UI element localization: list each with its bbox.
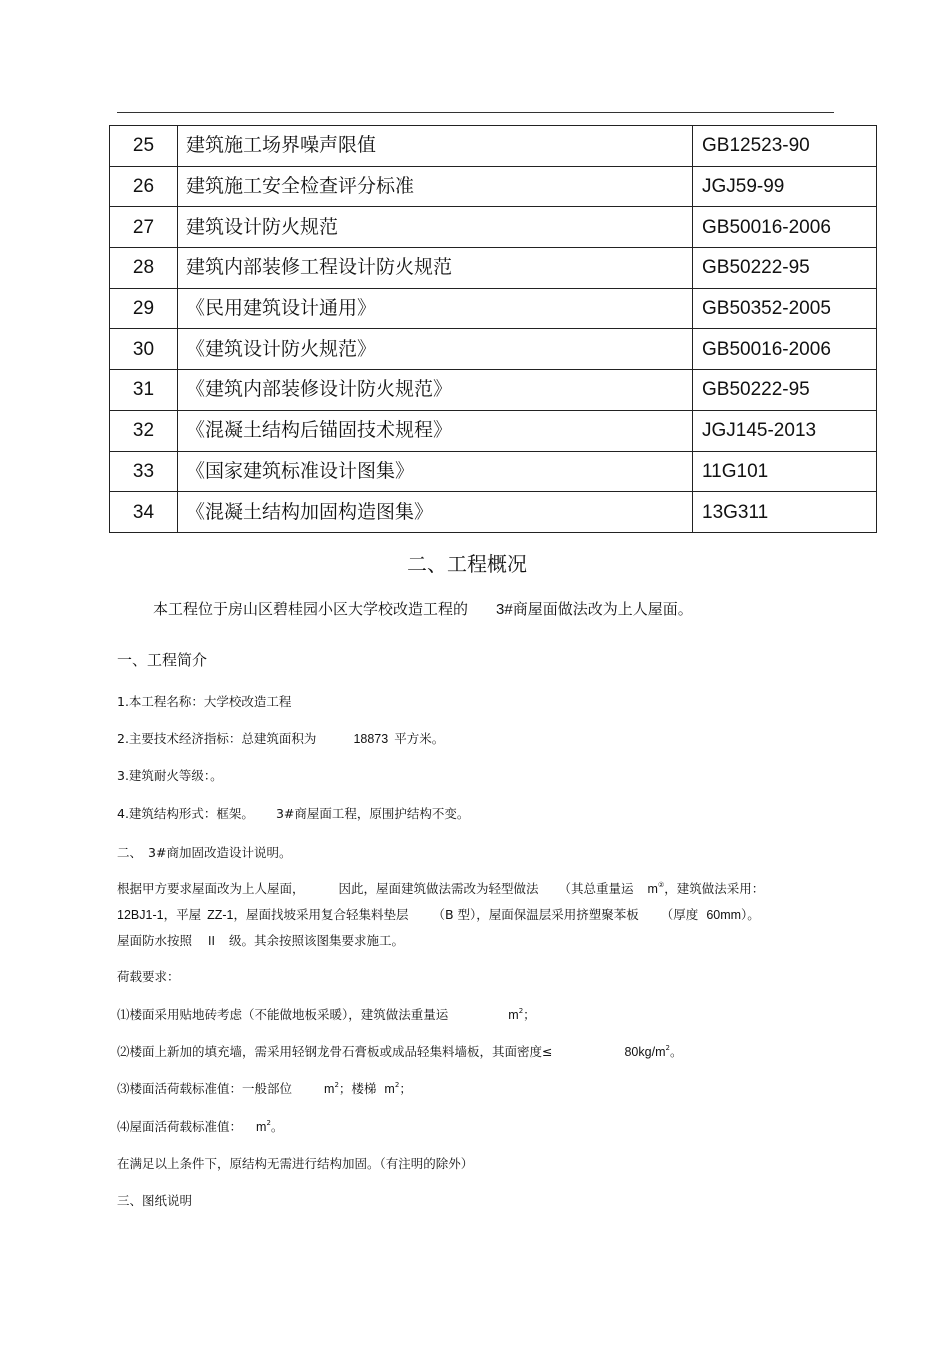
standard-code: 11G101 (693, 451, 877, 492)
standard-code: GB50222-95 (693, 370, 877, 411)
row-number: 32 (110, 410, 178, 451)
design-text-3a: 屋面防水按照 (117, 933, 193, 948)
profile-item-4-a: 4.建筑结构形式：框架。 (117, 806, 254, 821)
section-heading-drawings: 三、图纸说明 (117, 1193, 193, 1208)
overview-paragraph (153, 598, 693, 619)
profile-item-2-label: 2.主要技术经济指标：总建筑面积为 (117, 731, 317, 746)
load-item-2 (117, 1042, 682, 1060)
load-heading: 荷载要求： (117, 969, 180, 984)
standard-name: 《混凝土结构加固构造图集》 (178, 492, 693, 533)
standard-code: GB50016-2006 (693, 207, 877, 248)
unit-m: m (647, 882, 658, 896)
load-1-text: ⑴楼面采用贴地砖考虑（不能做地板采暖），建筑做法重量运 (117, 1007, 449, 1022)
standard-code: GB12523-90 (693, 126, 877, 167)
profile-item-1: 1.本工程名称：大学校改造工程 (117, 694, 292, 709)
standard-code: GB50352-2005 (693, 288, 877, 329)
standard-name: 建筑内部装修工程设计防火规范 (178, 248, 693, 289)
standard-code: JGJ145-2013 (693, 410, 877, 451)
table-row (110, 126, 877, 167)
table-row (110, 207, 877, 248)
unit-sup: ② (657, 881, 665, 889)
standard-name: 建筑施工场界噪声限值 (178, 126, 693, 167)
area-unit: 平方米。 (394, 731, 445, 746)
load-1-unit: m (508, 1008, 519, 1022)
design-text-1b: 因此，屋面建筑做法需改为轻型做法 (338, 881, 539, 896)
header-rule (117, 112, 834, 113)
design-paragraph-line-2 (117, 905, 760, 923)
design-text-2d: ，屋面找坡采用复合轻集料垫层 (233, 907, 409, 922)
standard-code: JGJ59-99 (693, 166, 877, 207)
load-4-sup: 2 (266, 1119, 271, 1127)
thickness-value: 60mm）。 (706, 908, 760, 922)
design-text-1c: （其总重量运 (558, 881, 634, 896)
total-area-value: 18873 (353, 732, 389, 746)
load-2-end: 。 (669, 1044, 683, 1059)
density-value: 80kg/m (624, 1045, 666, 1059)
atlas-code: 12BJ1-1 (117, 908, 164, 922)
roof-code: ZZ-1 (207, 908, 234, 922)
load-3-text: ⑶楼面活荷载标准值：一般部位 (117, 1081, 293, 1096)
row-number: 28 (110, 248, 178, 289)
standard-name: 建筑设计防火规范 (178, 207, 693, 248)
overview-text-b: 3#商屋面做法改为上人屋面。 (496, 601, 693, 618)
row-number: 34 (110, 492, 178, 533)
design-text-2f: （厚度 (660, 907, 699, 922)
section-heading-profile: 一、工程简介 (117, 651, 208, 669)
row-number: 27 (110, 207, 178, 248)
design-heading-a: 二、 (117, 845, 143, 860)
load-item-3 (117, 1079, 412, 1097)
load-item-1 (117, 1005, 536, 1023)
table-row (110, 288, 877, 329)
load-3-sup-1: 2 (334, 1081, 339, 1089)
overview-text-a: 本工程位于房山区碧桂园小区大学校改造工程的 (153, 600, 469, 618)
load-3-unit-1: m (324, 1082, 335, 1096)
design-text-2b: ，平屋 (163, 907, 202, 922)
design-paragraph-line-1 (117, 879, 764, 897)
standard-name: 《国家建筑标准设计图集》 (178, 451, 693, 492)
table-row (110, 492, 877, 533)
standard-name: 《混凝土结构后锚固技术规程》 (178, 410, 693, 451)
standards-table (109, 125, 877, 533)
profile-item-4-b: 3#商屋面工程，原围护结构不变。 (275, 806, 470, 821)
design-text-1a: 根据甲方要求屋面改为上人屋面， (117, 881, 305, 896)
table-row (110, 166, 877, 207)
standard-name: 建筑施工安全检查评分标准 (178, 166, 693, 207)
table-row (110, 451, 877, 492)
table-row (110, 329, 877, 370)
load-4-end: 。 (270, 1119, 284, 1134)
load-3-stair: ；楼梯 (338, 1081, 377, 1096)
load-4-text: ⑷屋面活荷载标准值： (117, 1119, 243, 1134)
design-text-1e: ，建筑做法采用： (664, 881, 765, 896)
row-number: 25 (110, 126, 178, 167)
design-heading-b: 3#商加固改造设计说明。 (148, 845, 292, 860)
load-2-text: ⑵楼面上新加的填充墙，需采用轻钢龙骨石膏板或成品轻集料墙板，其面密度≤ (117, 1044, 553, 1059)
row-number: 33 (110, 451, 178, 492)
row-number: 30 (110, 329, 178, 370)
load-3-unit-2: m (384, 1082, 395, 1096)
standard-code: GB50222-95 (693, 248, 877, 289)
design-heading (117, 843, 291, 861)
design-text-3c: 级。其余按照该图集要求施工。 (228, 933, 404, 948)
load-4-unit: m (256, 1120, 267, 1134)
profile-item-3: 3.建筑耐火等级：。 (117, 768, 223, 783)
standard-name: 《建筑设计防火规范》 (178, 329, 693, 370)
load-2-sup: 2 (665, 1044, 670, 1052)
load-conclusion: 在满足以上条件下，原结构无需进行结构加固。（有注明的除外） (117, 1156, 474, 1171)
standard-name: 《建筑内部装修设计防火规范》 (178, 370, 693, 411)
profile-item-4 (117, 804, 469, 822)
table-row (110, 248, 877, 289)
section-heading-overview: 二、工程概况 (407, 552, 527, 576)
load-1-sup: 2 (518, 1007, 524, 1015)
standard-name: 《民用建筑设计通用》 (178, 288, 693, 329)
standard-code: 13G311 (693, 492, 877, 533)
load-3-end: ； (399, 1081, 412, 1096)
row-number: 29 (110, 288, 178, 329)
row-number: 31 (110, 370, 178, 411)
profile-item-2 (117, 729, 444, 747)
load-1-end: ； (523, 1007, 536, 1022)
design-text-2e: （B 型），屋面保温层采用挤塑聚苯板 (432, 907, 639, 922)
table-row (110, 370, 877, 411)
load-3-sup-2: 2 (394, 1081, 400, 1089)
design-paragraph-line-3 (117, 931, 404, 949)
load-item-4 (117, 1117, 283, 1135)
standard-code: GB50016-2006 (693, 329, 877, 370)
table-row (110, 410, 877, 451)
waterproof-grade: II (208, 934, 215, 948)
row-number: 26 (110, 166, 178, 207)
